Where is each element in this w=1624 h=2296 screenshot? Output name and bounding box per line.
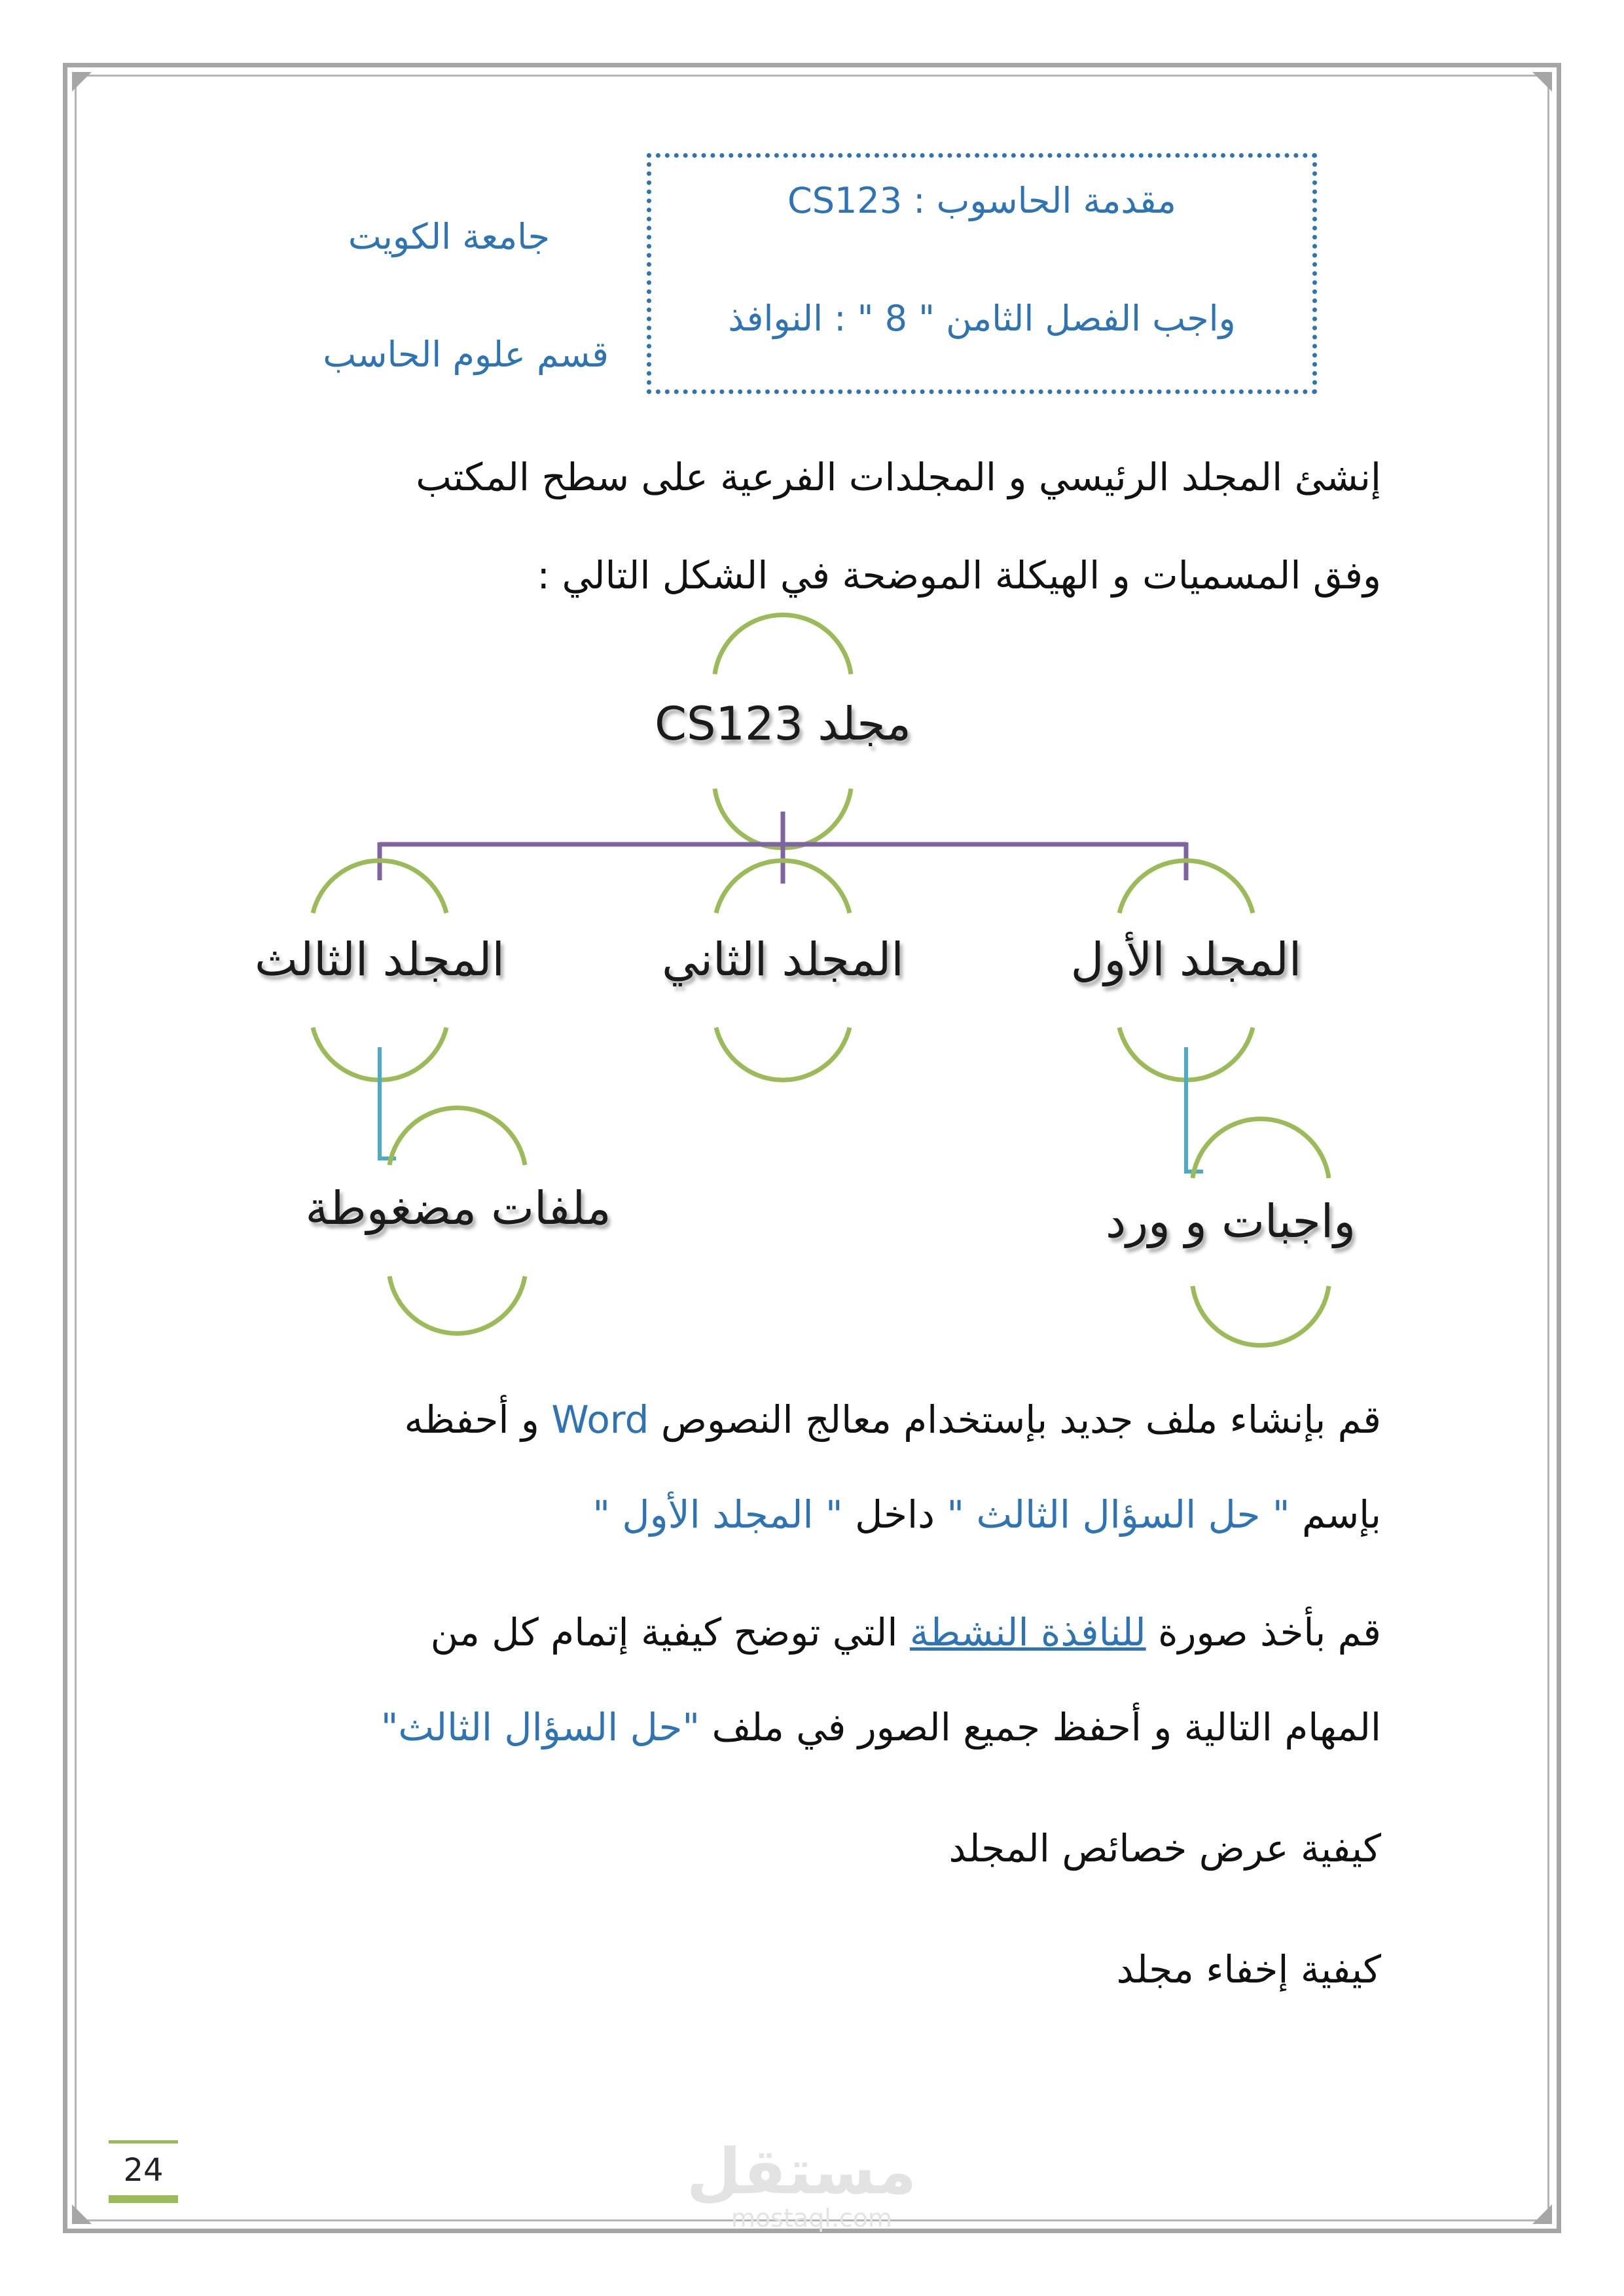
node-first-child: واجبات و ورد bbox=[1106, 1194, 1356, 1248]
first-child-arc-top bbox=[1193, 1119, 1329, 1178]
second-node-arc-bottom bbox=[716, 1028, 850, 1080]
task2-file-name: "حل السؤال الثالث" bbox=[380, 1705, 700, 1749]
task2-line-1 bbox=[262, 1610, 1381, 1655]
page-number-bottom-rule bbox=[109, 2195, 178, 2203]
assignment-title: واجب الفصل الثامن " 8 " : النوافذ bbox=[728, 298, 1236, 339]
third-child-arc-bottom bbox=[389, 1276, 525, 1333]
intro-line-2: وفق المسميات و الهيكلة الموضحة في الشكل التالي : bbox=[537, 553, 1381, 598]
task2-text-c: المهام التالية و أحفظ جميع الصور في ملف bbox=[700, 1705, 1381, 1749]
node-first: المجلد الأول bbox=[1070, 933, 1302, 986]
task1-line-1 bbox=[262, 1397, 1381, 1442]
subtask-hide-folder: كيفية إخفاء مجلد bbox=[1116, 1947, 1381, 1992]
node-third-child: ملفات مضغوطة bbox=[305, 1181, 611, 1235]
task2-text-a: قم بأخذ صورة bbox=[1146, 1610, 1381, 1655]
page-number: 24 bbox=[123, 2152, 164, 2189]
task1-text-c: بإسم bbox=[1290, 1492, 1381, 1537]
subtask-folder-properties: كيفية عرض خصائص المجلد bbox=[948, 1826, 1381, 1871]
active-window-link[interactable]: للنافذة النشطة bbox=[909, 1610, 1146, 1655]
task1-text-b: و أحفظه bbox=[404, 1397, 552, 1442]
watermark-latin: mostaql.com bbox=[731, 2204, 893, 2233]
watermark-arabic: مستقل bbox=[686, 2135, 916, 2208]
watermark bbox=[686, 2135, 916, 2233]
task1-line-2 bbox=[262, 1492, 1381, 1537]
task2-text-b: التي توضح كيفية إتمام كل من bbox=[430, 1610, 910, 1655]
page-number-top-rule bbox=[109, 2140, 178, 2144]
course-title: مقدمة الحاسوب : CS123 bbox=[787, 180, 1176, 221]
root-node-arc-top bbox=[715, 615, 851, 674]
task1-word-app: Word bbox=[551, 1397, 649, 1442]
node-root: مجلد CS123 bbox=[655, 697, 911, 751]
connector-third-child bbox=[380, 1047, 396, 1158]
department-name: قسم علوم الحاسب bbox=[323, 334, 609, 375]
node-second: المجلد الثاني bbox=[662, 933, 904, 986]
university-name: جامعة الكويت bbox=[348, 216, 550, 257]
intro-line-1: إنشئ المجلد الرئيسي و المجلدات الفرعية على سطح المكتب bbox=[416, 455, 1381, 499]
page-number-block bbox=[109, 2140, 178, 2203]
third-child-arc-top bbox=[389, 1108, 525, 1165]
first-child-arc-bottom bbox=[1193, 1286, 1329, 1346]
task1-folder-name: " المجلد الأول " bbox=[592, 1492, 843, 1537]
task1-text-a: قم بإنشاء ملف جديد بإستخدام معالج النصوص bbox=[649, 1397, 1381, 1442]
task1-text-d: داخل bbox=[842, 1492, 947, 1537]
task2-line-2 bbox=[262, 1705, 1381, 1749]
node-third: المجلد الثالث bbox=[255, 933, 505, 986]
task1-file-name: " حل السؤال الثالث " bbox=[947, 1492, 1290, 1537]
